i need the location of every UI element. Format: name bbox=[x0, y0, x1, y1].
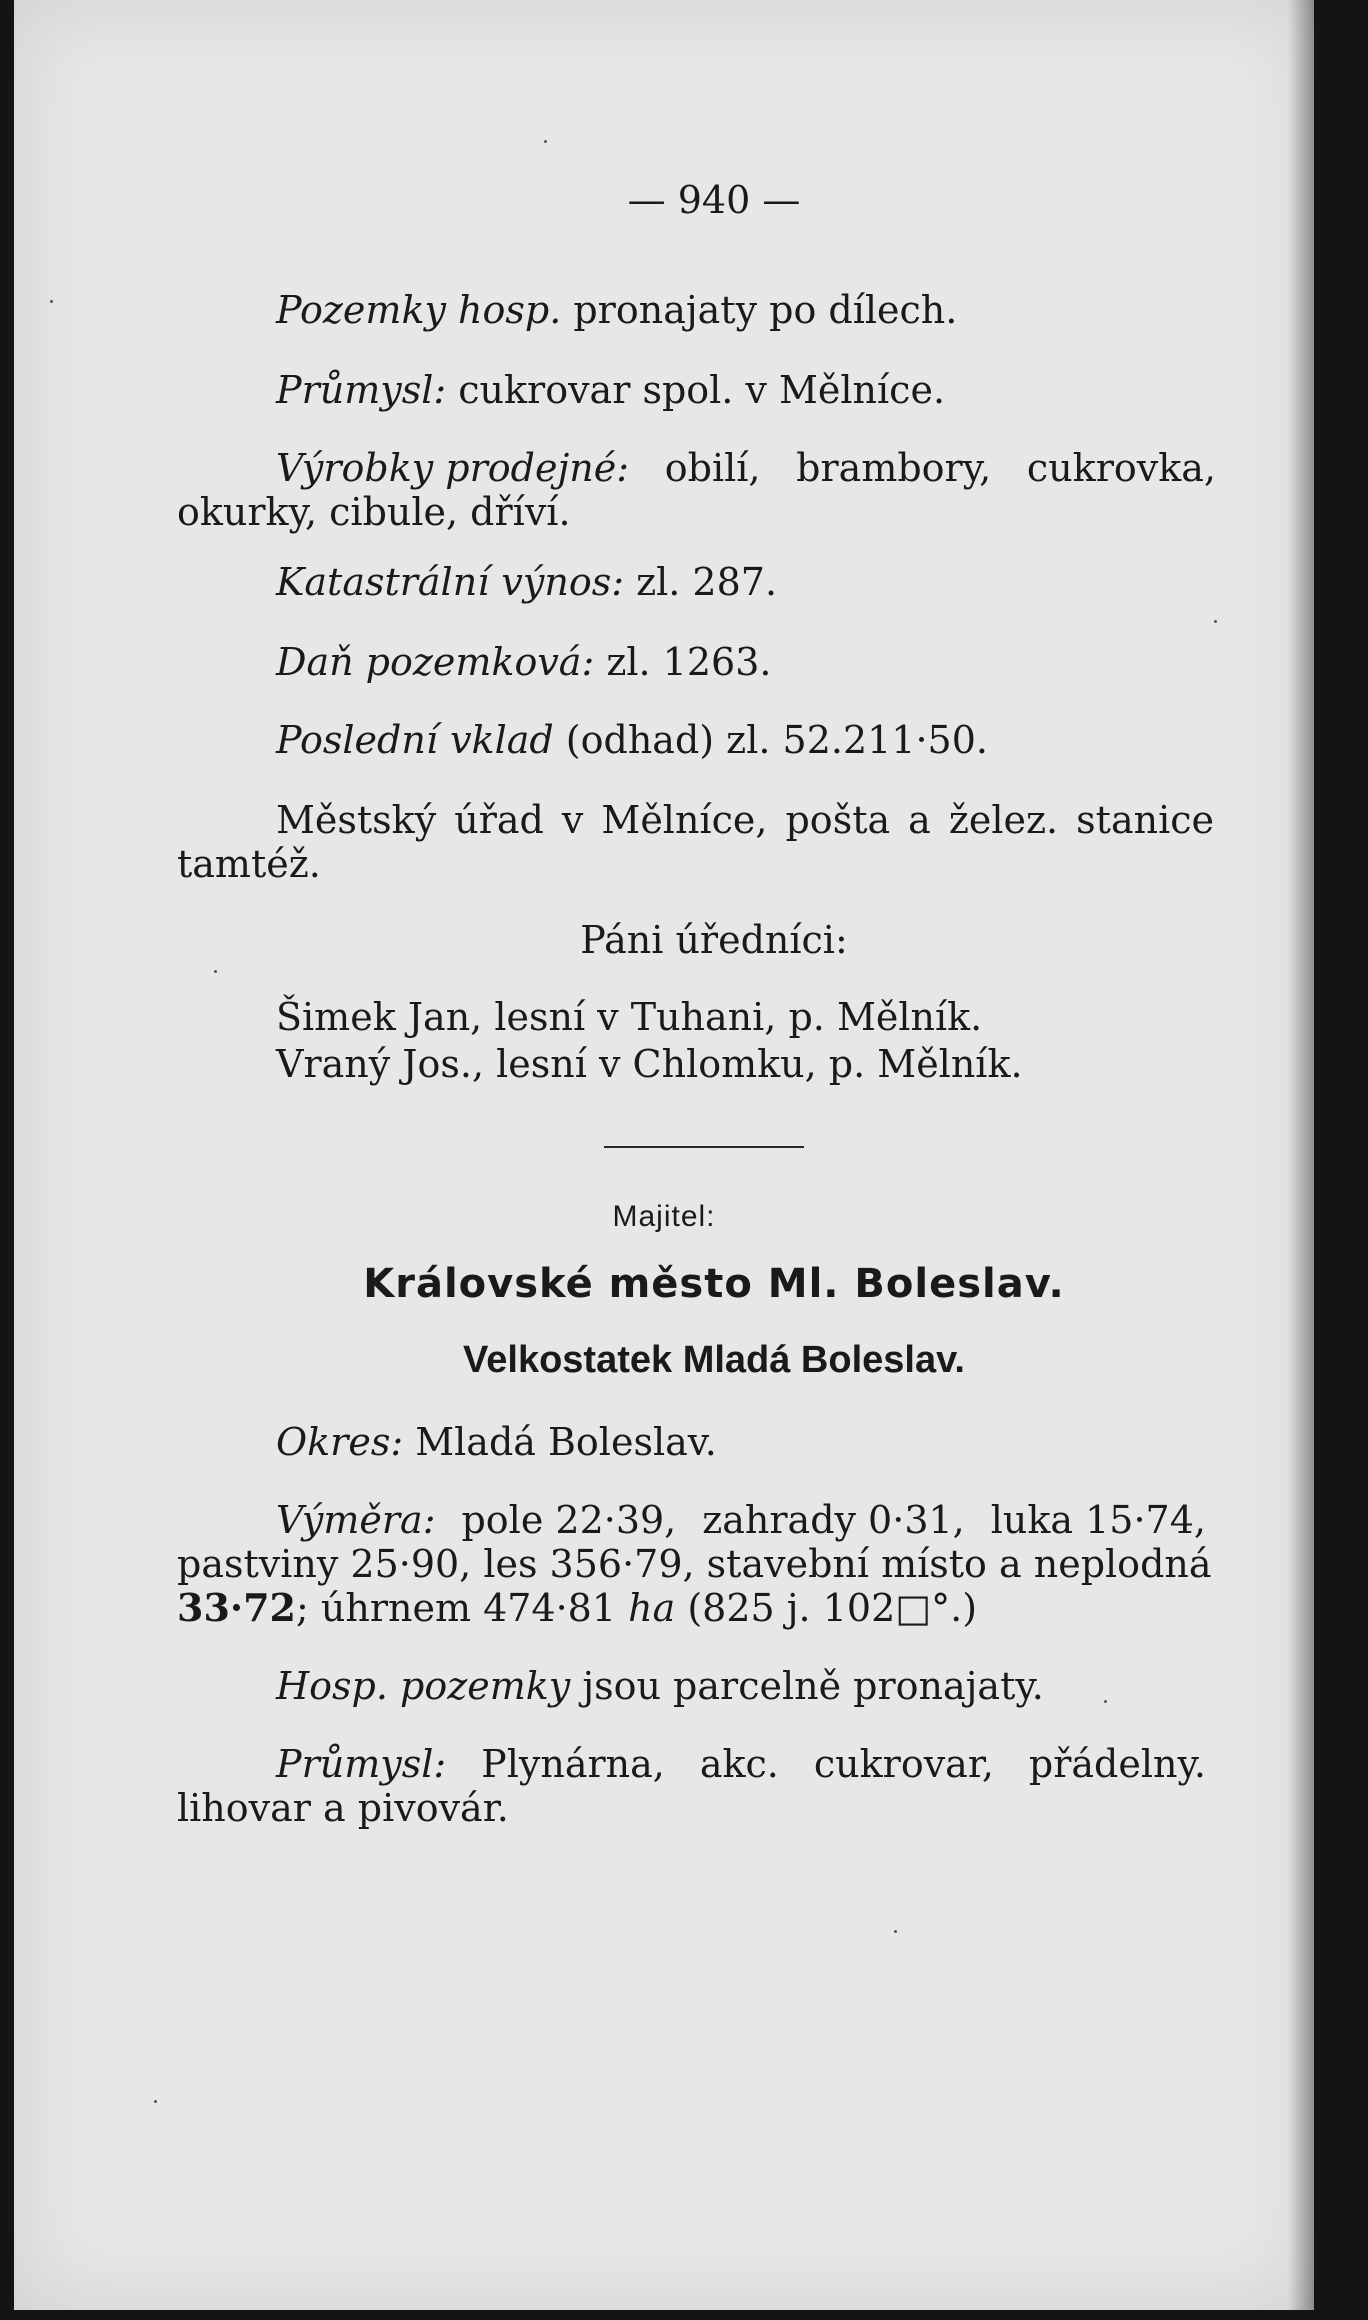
entry-district bbox=[276, 1420, 717, 1464]
entry-label: Pozemky hosp. bbox=[276, 288, 562, 332]
office-word: želez. bbox=[948, 798, 1059, 842]
entry-label: Výrobky prodejné: bbox=[276, 446, 630, 490]
entry-text: pronajaty po dílech. bbox=[561, 288, 958, 332]
official-entry: Vraný Jos., lesní v Chlomku, p. Mělník. bbox=[276, 1042, 1023, 1086]
area-word: zahrady 0·31, bbox=[702, 1498, 965, 1542]
entry-label: Okres: bbox=[276, 1420, 404, 1464]
industry-word: přádelny. bbox=[1028, 1742, 1206, 1786]
entry-label: Daň pozemková: bbox=[276, 640, 595, 684]
office-word: úřad bbox=[454, 798, 544, 842]
area-unit: ha bbox=[628, 1586, 676, 1630]
estate-name: Velkostatek Mladá Boleslav. bbox=[463, 1339, 965, 1381]
entry-products-continuation: okurky, cibule, dříví. bbox=[177, 490, 571, 534]
entry-area bbox=[276, 1498, 1206, 1542]
entry-area-line3 bbox=[177, 1586, 977, 1630]
office-word: pošta bbox=[785, 798, 891, 842]
entry-industry-bottom bbox=[276, 1742, 1206, 1786]
product-word: cukrovka, bbox=[1026, 446, 1216, 490]
entry-label: Katastrální výnos: bbox=[276, 560, 625, 604]
area-conversion: (825 j. 102□°.) bbox=[675, 1586, 978, 1630]
entry-label: Průmysl: bbox=[276, 368, 447, 412]
entry-text: Mladá Boleslav. bbox=[403, 1420, 717, 1464]
book-page bbox=[14, 0, 1314, 2310]
page-edge-shadow bbox=[1288, 0, 1314, 2310]
industry-word: Plynárna, bbox=[481, 1742, 665, 1786]
entry-text: zl. 1263. bbox=[594, 640, 772, 684]
page-number: — 940 — bbox=[627, 178, 801, 222]
entry-last-deposit bbox=[276, 718, 988, 762]
office-word: Mělníce, bbox=[601, 798, 768, 842]
entry-cadastral-yield bbox=[276, 560, 777, 604]
entry-text: jsou parcelně pronajaty. bbox=[570, 1664, 1044, 1708]
office-continuation: tamtéž. bbox=[177, 842, 321, 886]
office-word: stanice bbox=[1076, 798, 1214, 842]
product-word: brambory, bbox=[796, 446, 992, 490]
office-word: a bbox=[908, 798, 931, 842]
office-word: Městský bbox=[276, 798, 437, 842]
official-entry: Šimek Jan, lesní v Tuhani, p. Mělník. bbox=[276, 995, 983, 1039]
entry-label: Hosp. pozemky bbox=[276, 1664, 571, 1708]
area-figure: 33·72 bbox=[177, 1585, 296, 1630]
entry-land-parcels bbox=[276, 1664, 1044, 1708]
entry-land-tax bbox=[276, 640, 771, 684]
area-total: ; úhrnem 474·81 bbox=[296, 1586, 629, 1630]
industry-word: akc. bbox=[699, 1742, 779, 1786]
entry-area-line2: pastviny 25·90, les 356·79, stavební místo a neplodná bbox=[177, 1542, 1212, 1586]
owner-name: Královské město Ml. Boleslav. bbox=[363, 1261, 1065, 1307]
office-line bbox=[276, 798, 1214, 842]
area-word: luka 15·74, bbox=[990, 1498, 1206, 1542]
owner-label: Majitel: bbox=[612, 1200, 716, 1233]
section-divider bbox=[604, 1146, 804, 1148]
entry-label: Výměra: bbox=[276, 1498, 436, 1542]
entry-land-lease bbox=[276, 288, 957, 332]
entry-products bbox=[276, 446, 1216, 490]
industry-word: cukrovar, bbox=[813, 1742, 994, 1786]
entry-text: cukrovar spol. v Mělníce. bbox=[446, 368, 946, 412]
entry-industry bbox=[276, 368, 945, 412]
entry-text: zl. 287. bbox=[624, 560, 778, 604]
officials-heading: Páni úředníci: bbox=[580, 918, 848, 962]
entry-industry-continuation: lihovar a pivovár. bbox=[177, 1786, 509, 1830]
office-word: v bbox=[561, 798, 584, 842]
entry-label: Poslední vklad bbox=[276, 718, 554, 762]
entry-text: (odhad) zl. 52.211·50. bbox=[553, 718, 988, 762]
entry-label: Průmysl: bbox=[276, 1742, 447, 1786]
product-word: obilí, bbox=[664, 446, 761, 490]
area-word: pole 22·39, bbox=[461, 1498, 677, 1542]
